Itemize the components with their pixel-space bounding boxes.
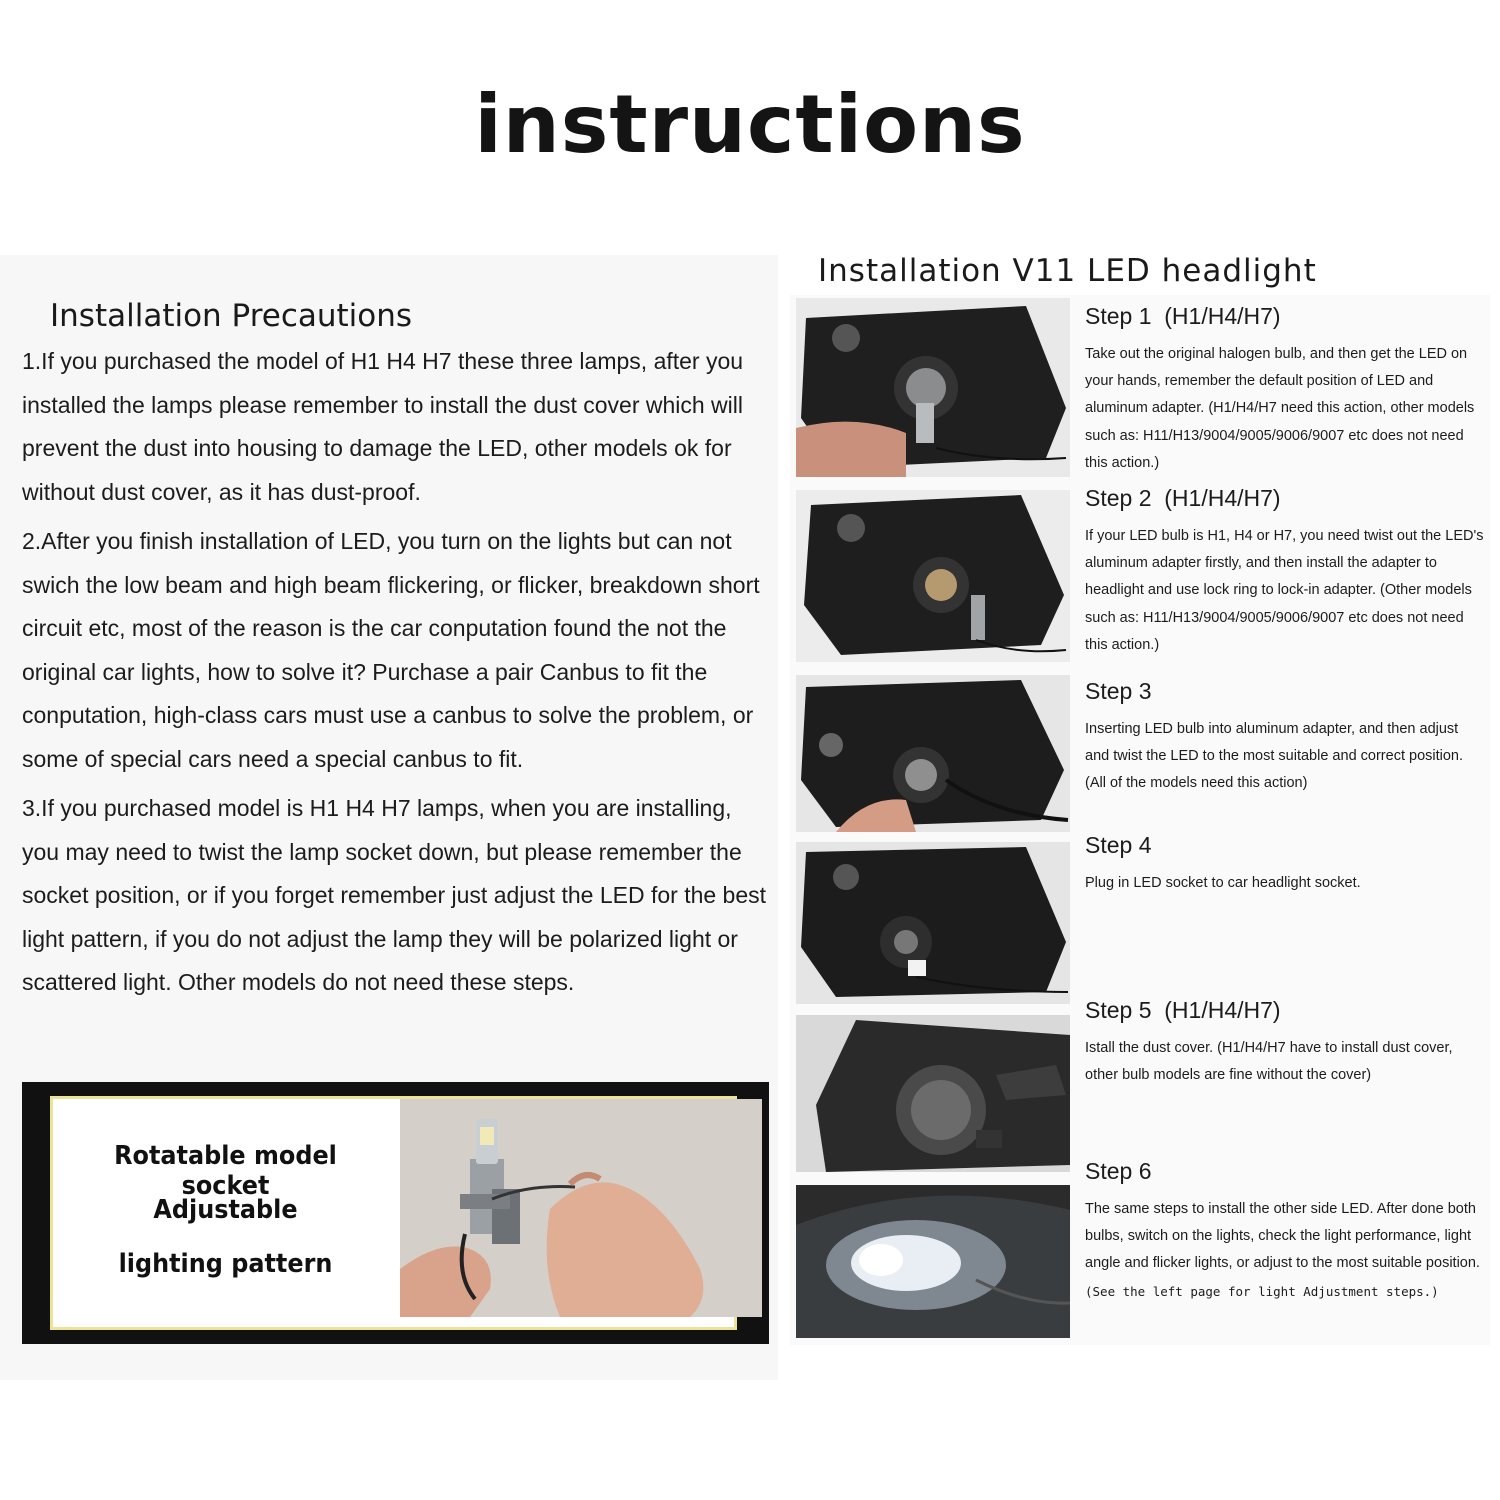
step-4-title: Step 4 — [1085, 832, 1152, 858]
step-6-description — [1085, 1196, 1485, 1305]
step-1-photo — [796, 298, 1070, 477]
precautions-list — [22, 340, 767, 1011]
precautions-title: Installation Precautions — [50, 298, 413, 334]
socket-panel-inner — [50, 1096, 737, 1330]
step-5-title: Step 5 (H1/H4/H7) — [1085, 997, 1281, 1023]
precaution-3: 3.If you purchased model is H1 H4 H7 lamps, when you are installing, you may need to twist the lamp socket down, but please remember the socket position, or if you forget remember just adjust the LED for the best light pattern, if you do not adjust the lamp they will be polarized light or scattered light. Other models do not need these steps. — [22, 795, 767, 995]
step-3-title: Step 3 — [1085, 678, 1152, 704]
step-3-photo — [796, 675, 1070, 832]
step-2-description: If your LED bulb is H1, H4 or H7, you need twist out the LED's aluminum adapter firstly, and then install the adapter to headlight and use lock ring to lock-in adapter. (Other models such as: H11/H13/9004/9005/9006/9007 etc does not need this action.) — [1085, 528, 1484, 653]
page-title: instructions — [474, 78, 1026, 171]
step-6-description-text: The same steps to install the other side LED. After done both bulbs, switch on the lights, check the light performance, light angle and flicker lights, or adjust to the most suitable position. — [1085, 1201, 1480, 1272]
step-1-title: Step 1 (H1/H4/H7) — [1085, 303, 1281, 329]
socket-line-2: Adjustable — [153, 1195, 298, 1225]
step-2-photo — [796, 490, 1070, 662]
socket-line-1: Rotatable model socket — [114, 1141, 337, 1201]
step-2-title: Step 2 (H1/H4/H7) — [1085, 485, 1281, 511]
step-3-description: Inserting LED bulb into aluminum adapter, and then adjust and twist the LED to the most suitable and correct position. (All of the models need this action) — [1085, 721, 1464, 792]
step-4-photo — [796, 842, 1070, 1004]
step-6-title: Step 6 — [1085, 1158, 1152, 1184]
socket-adjust-photo — [400, 1099, 762, 1317]
step-5-photo — [796, 1015, 1070, 1172]
step-1-description: Take out the original halogen bulb, and then get the LED on your hands, remember the default position of LED and aluminum adapter. (H1/H4/H7 need this action, other models such as: H11/H13/9004/9005/9006/9007 etc does not need this action.) — [1085, 346, 1475, 471]
installation-title: Installation V11 LED headlight — [818, 253, 1317, 289]
step-6-note: (See the left page for light Adjustment steps.) — [1085, 1283, 1439, 1299]
precaution-2: 2.After you finish installation of LED, you turn on the lights but can not swich the low beam and high beam flickering, or flicker, breakdown short circuit etc, most of the reason is the car conputation found the not the original car lights, how to solve it? Purchase a pair Canbus to fit the conputation, high-class cars must use a canbus to solve the problem, or some of special cars need a special canbus to fit. — [22, 528, 760, 772]
step-6-photo — [796, 1185, 1070, 1338]
precaution-1: 1.If you purchased the model of H1 H4 H7 these three lamps, after you installed the lamps please remember to install the dust cover which will prevent the dust into housing to damage the LED, other models ok for without dust cover, as it has dust-proof. — [22, 348, 744, 505]
socket-line-3: lighting pattern — [118, 1249, 333, 1279]
step-5-description: Istall the dust cover. (H1/H4/H7 have to install dust cover, other bulb models are fine without the cover) — [1085, 1040, 1453, 1084]
socket-panel — [22, 1082, 769, 1344]
step-4-description: Plug in LED socket to car headlight socket. — [1085, 875, 1361, 891]
